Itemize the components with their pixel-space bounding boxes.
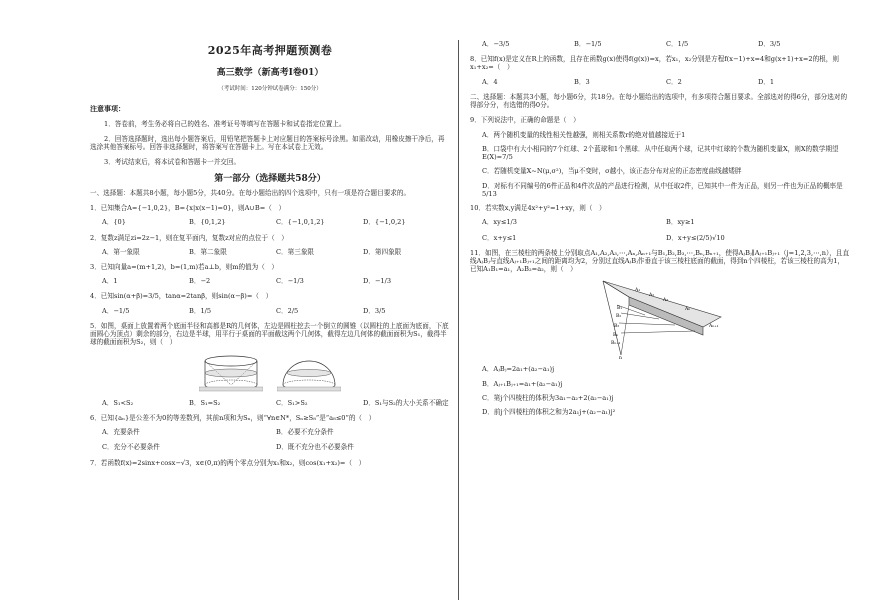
question-10-options — [482, 218, 850, 226]
question-8: 8．已知f(x)是定义在R上的函数，且存在函数g(x)使得f(g(x))=x，若x₁，x₂分别是方程f(x−1)+x=4和g(x+1)+x=2的根，则x₁+x₂=（ ） — [470, 55, 839, 72]
option: C．若随机变量X~N(μ,σ²)，当μ不变时，σ越小，该正态分布对应的正态密度曲线越矮胖 — [482, 167, 742, 176]
label-an: Aₙ — [685, 307, 691, 313]
option: B．1/5 — [189, 306, 212, 315]
label-b3: B₃ — [614, 324, 620, 330]
question-9: 9．下列说法中，正确的命题是（ ） — [470, 116, 580, 125]
notice-item: 2．回答选择题时，选出每小题答案后，用铅笔把答题卡上对应题目的答案标号涂黑。如需改动，用橡皮擦干净后，再选涂其他答案标号。回答非选择题时，将答案写在答题卡上。写在本试卷上无效。 — [90, 134, 445, 152]
notice-item: 1．答卷前，考生务必将自己的姓名、准考证号等填写在答题卡和试卷指定位置上。 — [104, 119, 346, 128]
option: C．−1/3 — [276, 277, 304, 286]
prism-diagram — [595, 279, 725, 359]
question-7-options — [482, 40, 850, 48]
option: B．−2 — [189, 277, 211, 286]
cylinder-cone-diagram — [199, 353, 263, 393]
option: C．1/5 — [666, 40, 689, 48]
option: A．S₁<S₂ — [102, 398, 134, 407]
option: A．4 — [482, 77, 498, 86]
hemisphere-diagram — [277, 353, 341, 393]
option: A．AⱼBⱼ=2a₁+(a₂−a₁)j — [482, 365, 555, 374]
option: C．2/5 — [276, 306, 299, 315]
option: C．第三象限 — [276, 247, 315, 256]
option: B．S₁=S₂ — [189, 398, 221, 407]
question-5: 5．如图，桌面上放置着两个底面半径和高都是R的几何体，左边是圆柱挖去一个倒立的圆锥（以圆柱的上底面为底面，下底面圆心为顶点）剩余的部分，右边是半球，用平行于桌面的平面截这两个几何体，截得左边几何体的截面面积为S₁，截得半球的截面面积为S₂，则（ ） — [90, 321, 449, 347]
exam-time: （考试时间：120分钟试卷满分：150分） — [218, 86, 322, 92]
section-intro: 一、选择题：本题共8小题，每小题5分，共40分。在每小题给出的四个选项中，只有一项是符合题目要求的。 — [90, 188, 411, 197]
page-title: 2025年高考押题预测卷 — [207, 44, 333, 57]
question-10: 10．若实数x,y满足4x²+y²=1+xy，则（ ） — [470, 204, 606, 213]
option: B．必要不充分条件 — [276, 428, 334, 437]
option: D．−1/3 — [363, 277, 392, 286]
question-1-options — [102, 218, 450, 226]
option: B．第二象限 — [189, 247, 227, 256]
option: C．S₁>S₂ — [276, 398, 308, 407]
question-2-options — [102, 248, 450, 256]
label-b1: B₁ — [617, 306, 623, 312]
option: A．−1/5 — [102, 306, 130, 315]
question-6-options — [102, 428, 450, 436]
option: A．−3/5 — [482, 40, 510, 48]
label-b2: B₂ — [616, 314, 622, 320]
option: A．第一象限 — [102, 247, 140, 256]
option: B．{0,1,2} — [189, 218, 226, 227]
option: B．−1/5 — [574, 40, 602, 48]
option: D．{−1,0,2} — [363, 218, 406, 227]
question-5-options — [102, 399, 450, 407]
right-column — [470, 40, 850, 422]
question-7: 7．若函数f(x)=2sinx+cosx−√3，x∈(0,π)的两个零点分别为x₁和x₂，则cos(x₁+x₂)=（ ） — [90, 458, 366, 467]
notice-heading: 注意事项： — [90, 103, 125, 113]
option: B．3 — [574, 77, 590, 86]
question-1: 1．已知集合A={−1,0,2}，B={x|x(x−1)=0}，则A∪B=（ ） — [90, 204, 286, 213]
label-bn1: Bₙ₊₁ — [611, 341, 621, 347]
option: D．前j个四棱柱的体积之和为2a₁j+(a₂−a₁)j² — [482, 408, 616, 417]
section-intro: 二、选择题：本题共3小题，每小题6分，共18分。在每小题给出的选项中，有多项符合题目要求。全部选对的得6分，部分选对的得部分分，有选错的得0分。 — [470, 92, 848, 110]
notice-item: 3．考试结束后，将本试卷和答题卡一并交回。 — [104, 158, 241, 167]
option: D．对标有不同编号的6件正品和4件次品的产品进行检测，从中任取2件，已知其中一件为正品，则另一件也为正品的概率是5/13 — [482, 181, 843, 198]
option: D．1 — [758, 77, 775, 86]
option: C．x+y≤1 — [482, 233, 517, 242]
question-8-options — [482, 78, 850, 86]
option: D．x+y≤(2/5)√10 — [666, 233, 725, 242]
label-a1: A₁ — [635, 288, 641, 294]
prism-figure — [470, 279, 850, 359]
label-a2: A₂ — [649, 293, 655, 299]
option: D．第四象限 — [363, 247, 402, 256]
option: D．既不充分也不必要条件 — [276, 443, 354, 452]
question-2: 2．复数z满足zi=2z−1，则在复平面内，复数z对应的点位于（ ） — [90, 233, 288, 242]
question-6: 6．已知{aₙ}是公差不为0的等差数列，其前n项和为Sₙ，则“∀n∈N*，Sₙ≥S₈”是“a₈≤0”的（ ） — [90, 413, 376, 422]
option: D．S₁与S₂的大小关系不确定 — [363, 398, 449, 407]
option: C．充分不必要条件 — [102, 443, 160, 452]
option: A．充要条件 — [102, 428, 140, 437]
question-3: 3．已知向量a=(m+1,2)，b=(1,m)若a⊥b，则m的值为（ ） — [90, 262, 279, 271]
label-a3: A₃ — [663, 298, 669, 304]
left-column — [90, 44, 450, 473]
column-divider — [458, 40, 459, 600]
option: B．xy≥1 — [666, 218, 695, 227]
page-subtitle: 高三数学（新高考Ⅰ卷01） — [216, 67, 324, 78]
option: B．口袋中有大小相同的7个红球、2个蓝球和1个黑球．从中任取两个球，记其中红球的个数为随机变量X，则X的数学期望E(X)=7/5 — [482, 144, 839, 162]
option: C．{−1,0,1,2} — [276, 218, 325, 227]
question-3-options — [102, 277, 450, 285]
question-6-options — [102, 443, 450, 451]
question-11: 11．如图，在三棱柱的两条棱上分别取点A₁,A₂,A₃,⋯,Aₙ,Aₙ₊₁与B₁,B₂,B₃,⋯,Bₙ,Bₙ₊₁，使得AⱼBⱼ∥Aⱼ₊₁Bⱼ₊₁（j=1,2,3,⋯,n），且直线AⱼBⱼ与直线Aⱼ₊₁Bⱼ₊₁之间的距离均为2，分别过直线AⱼBⱼ作垂直于该三棱柱底面的截面，得到n个四棱柱，若该三棱柱的高为1，已知A₁B₁=a₁，A₂B₂=a₂，则（ ） — [470, 248, 850, 274]
option: B．Aⱼ₊₁Bⱼ₊₁=a₁+(a₂−a₁)j — [482, 379, 563, 388]
label-n: n — [619, 356, 622, 360]
option: A．两个随机变量的线性相关性越强，则相关系数r的绝对值越接近于1 — [482, 130, 686, 139]
option: D．3/5 — [363, 306, 386, 315]
option: A．xy≤1/3 — [482, 218, 517, 227]
option: A．1 — [102, 277, 118, 286]
option: D．3/5 — [758, 40, 781, 48]
solids-figure — [90, 353, 450, 393]
option: A．{0} — [102, 218, 126, 227]
option: C．第j个四棱柱的体积为3a₁−a₂+2(a₂−a₁)j — [482, 393, 614, 402]
label-bn: Bₙ — [613, 333, 619, 339]
label-an1: Aₙ₊₁ — [709, 324, 719, 330]
question-4: 4．已知sin(α+β)=3/5，tanα=2tanβ，则sin(α−β)=（ ） — [90, 292, 273, 301]
part-title: 第一部分（选择题共58分） — [214, 173, 326, 184]
question-10-options — [482, 234, 850, 242]
question-4-options — [102, 307, 450, 315]
option: C．2 — [666, 77, 682, 86]
